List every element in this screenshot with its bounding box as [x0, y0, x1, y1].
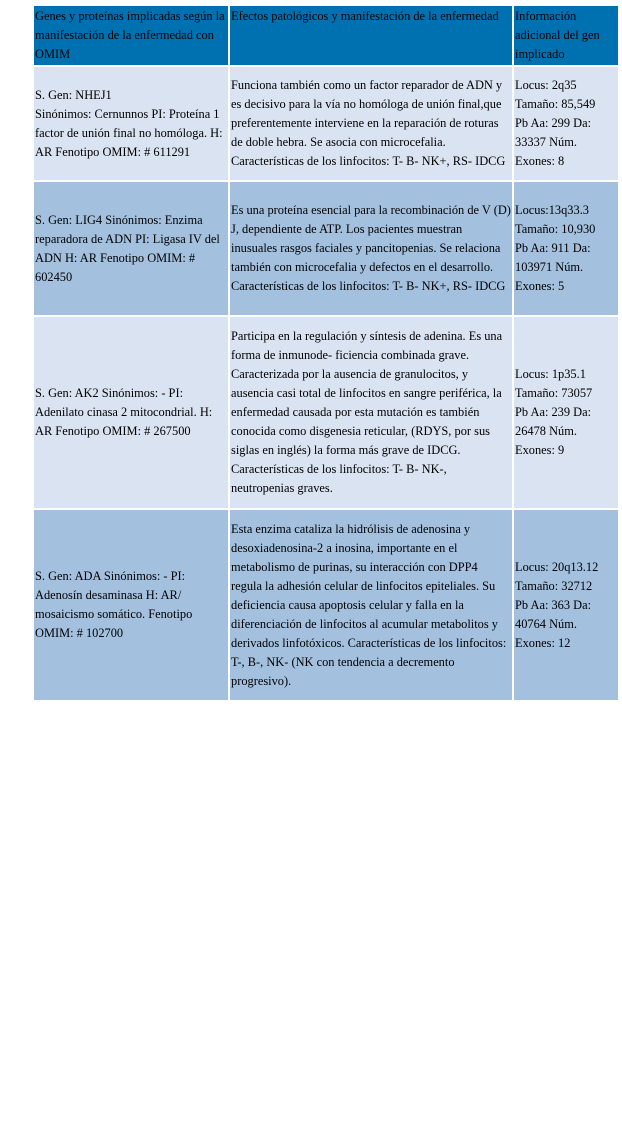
gene-cell: S. Gen: AK2 Sinónimos: - PI: Adenilato cinasa 2 mitocondrial. H: AR Fenotipo OMIM: # 267500: [33, 316, 229, 509]
gene-cell: S. Gen: LIG4 Sinónimos: Enzima reparadora de ADN PI: Ligasa IV del ADN H: AR Fenotipo OMIM: # 602450: [33, 181, 229, 316]
gene-cell: S. Gen: NHEJ1 Sinónimos: Cernunnos PI: Proteína 1 factor de unión final no homóloga. H: AR Fenotipo OMIM: # 611291: [33, 66, 229, 181]
table-row: [33, 316, 619, 509]
info-cell: Locus: 20q13.12 Tamaño: 32712 Pb Aa: 363 Da: 40764 Núm. Exones: 12: [513, 509, 619, 701]
header-info: Información adicional del gen implicado: [513, 5, 619, 66]
table-row: [33, 66, 619, 181]
table-body: [33, 66, 619, 701]
table-row: [33, 509, 619, 701]
table-row: [33, 181, 619, 316]
info-cell: Locus: 1p35.1 Tamaño: 73057 Pb Aa: 239 Da: 26478 Núm. Exones: 9: [513, 316, 619, 509]
header-row: [33, 5, 619, 66]
effects-cell: Es una proteína esencial para la recombinación de V (D) J, dependiente de ATP. Los pacientes muestran inusuales rasgos faciales y pancitopenias. Se relaciona también con microcefalia y defectos en el desarrollo. Características de los linfocitos: T- B- NK+, RS- IDCG: [229, 181, 513, 316]
info-cell: Locus:13q33.3 Tamaño: 10,930 Pb Aa: 911 Da: 103971 Núm. Exones: 5: [513, 181, 619, 316]
gene-table: [32, 4, 620, 702]
effects-cell: Esta enzima cataliza la hidrólisis de adenosina y desoxiadenosina-2 a inosina, importante en el metabolismo de purinas, su interacción con DPP4 regula la adhesión celular de linfocitos epiteliales. Su deficiencia causa apoptosis celular y falla en la diferenciación de linfocitos al acumular metabolitos y derivados linfotóxicos. Características de los linfocitos: T-, B-, NK- (NK con tendencia a decremento progresivo).: [229, 509, 513, 701]
effects-cell: Funciona también como un factor reparador de ADN y es decisivo para la vía no homóloga de unión final,que preferentemente interviene en la reparación de roturas de doble hebra. Se asocia con microcefalia. Características de los linfocitos: T- B- NK+, RS- IDCG: [229, 66, 513, 181]
gene-cell: S. Gen: ADA Sinónimos: - PI: Adenosín desaminasa H: AR/ mosaicismo somático. Fenotipo OMIM: # 102700: [33, 509, 229, 701]
header-genes: Genes y proteínas implicadas según la manifestación de la enfermedad con OMIM: [33, 5, 229, 66]
table-header: [33, 5, 619, 66]
effects-cell: Participa en la regulación y síntesis de adenina. Es una forma de inmunode- ficiencia combinada grave. Caracterizada por la ausencia de granulocitos, y ausencia casi total de linfocitos en sangre periférica, la enfermedad causada por esta mutación es también conocida como disgenesia reticular, (RDYS, por sus siglas en inglés) la forma más grave de IDCG. Características de los linfocitos: T- B- NK-, neutropenias graves.: [229, 316, 513, 509]
header-effects: Efectos patológicos y manifestación de la enfermedad: [229, 5, 513, 66]
info-cell: Locus: 2q35 Tamaño: 85,549 Pb Aa: 299 Da: 33337 Núm. Exones: 8: [513, 66, 619, 181]
